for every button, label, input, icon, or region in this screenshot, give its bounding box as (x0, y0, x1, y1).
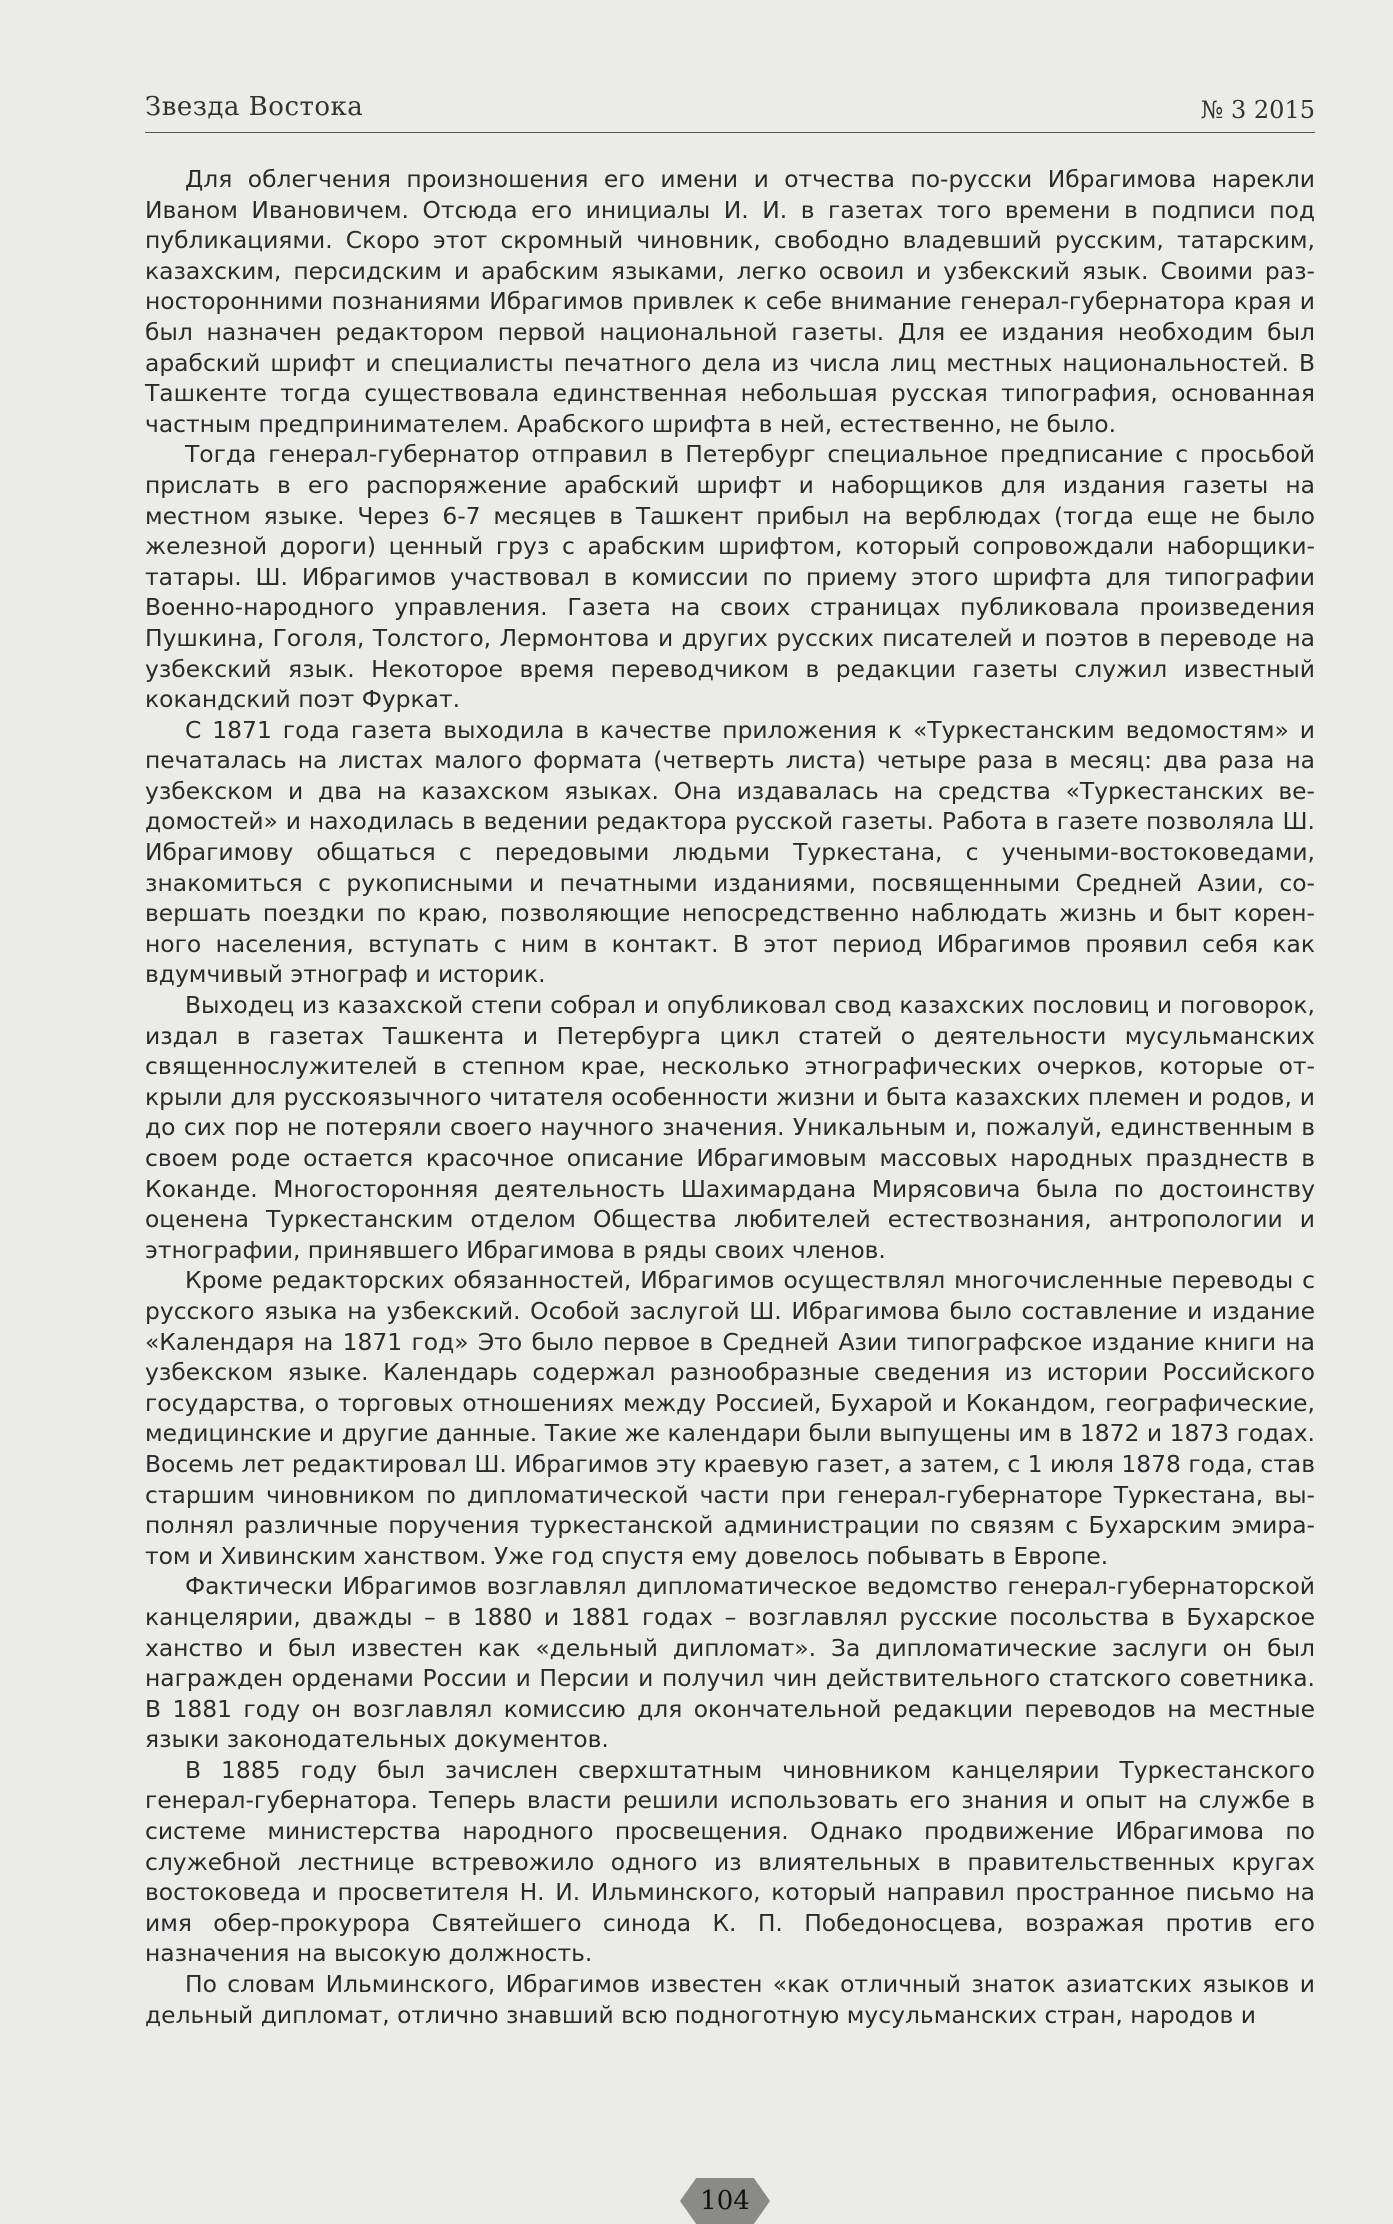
paragraph: В 1885 году был зачислен сверхштатным чиновником канцелярии Туркестанского генерал-губернатора. Теперь власти решили использовать его знания и опыт на службе в системе министерства народного просвещения. Однако продвижение Ибрагимова по служебной лестнице встревожило одного из влиятельных в правительственных кругах востоковеда и просветителя Н. И. Ильминского, который направил пространное письмо на имя обер-прокурора Святейшего синода К. П. Победоносцева, возражая против его назначения на высокую должность. (145, 1755, 1315, 1968)
paragraph: Тогда генерал-губернатор отправил в Петербург специальное предписание с просьбой прислать в его распоряжение арабский шрифт и наборщиков для издания газеты на местном языке. Через 6-7 месяцев в Ташкент прибыл на верблюдах (тогда еще не было железной дороги) ценный груз с арабским шрифтом, который сопровождали наборщики-татары. Ш. Ибрагимов участвовал в комиссии по приему этого шрифта для типографии Военно-народного управления. Газета на своих страницах публиковала произведения Пушкина, Гоголя, Толстого, Лермонтова и других русских писателей и поэтов в переводе на узбекский язык. Некоторое время переводчиком в редакции газеты служил известный кокандский поэт Фуркат. (145, 440, 1315, 714)
paragraph: Кроме редакторских обязанностей, Ибрагимов осуществлял многочисленные переводы с русского языка на узбекский. Особой заслугой Ш. Ибрагимова было составление и издание «Календаря на 1871 год» Это было первое в Средней Азии типографское издание книги на узбекском языке. Календарь содержал разнообразные сведения из истории Российского государства, о торговых отношениях между Россией, Бухарой и Кокандом, географические, медицинские и другие данные. Такие же календари были выпущены им в 1872 и 1873 годах. Восемь лет редактировал Ш. Ибрагимов эту краевую газет, а затем, с 1 июля 1878 года, став старшим чиновником по дипломатической части при генерал-губернаторе Туркестана, выполнял различные поручения туркестанской администрации по связям с Бухарским эмиратом и Хивинским ханством. Уже год спустя ему довелось побывать в Европе. (145, 1266, 1315, 1570)
paragraph: С 1871 года газета выходила в качестве приложения к «Туркестанским ведомостям» и печаталась на листах малого формата (четверть листа) четыре раза в месяц: два раза на узбекском и два на казахском языках. Она издавалась на средства «Туркестанских ведомостей» и находилась в ведении редактора русской газеты. Работа в газете позволяла Ш. Ибрагимову общаться с передовыми людьми Туркестана, с учеными-востоковедами, знакомиться с рукописными и печатными изданиями, посвященными Средней Азии, совершать поездки по краю, позволяющие непосредственно наблюдать жизнь и быт коренного населения, вступать с ним в контакт. В этот период Ибрагимов проявил себя как вдумчивый этнограф и историк. (145, 715, 1315, 989)
article-body (145, 164, 1315, 2030)
paragraph: Выходец из казахской степи собрал и опубликовал свод казахских пословиц и поговорок, издал в газетах Ташкента и Петербурга цикл статей о деятельности мусульманских священнослужителей в степном крае, несколько этнографических очерков, которые открыли для русскоязычного читателя особенности жизни и быта казахских племен и родов, и до сих пор не потеряли своего научного значения. Уникальным и, пожалуй, единственным в своем роде остается красочное описание Ибрагимовым массовых народных празднеств в Коканде. Многосторонняя деятельность Шахимардана Мирясовича была по достоинству оценена Туркестанским отделом Общества любителей естествознания, антропологии и этнографии, принявшего Ибрагимова в ряды своих членов. (145, 991, 1315, 1264)
running-header (145, 92, 1315, 133)
paragraph: Фактически Ибрагимов возглавлял дипломатическое ведомство генерал-губернаторской канцелярии, дважды – в 1880 и 1881 годах – возглавлял русские посольства в Бухарское ханство и был известен как «дельный дипломат». За дипломатические заслуги он был награжден орденами России и Персии и получил чин действительного статского советника. В 1881 году он возглавлял комиссию для окончательной редакции переводов на местные языки законодательных документов. (145, 1572, 1315, 1754)
page-number: 104 (700, 2186, 750, 2216)
journal-title: Звезда Востока (145, 92, 364, 122)
paragraph: По словам Ильминского, Ибрагимов известен «как отличный знаток азиатских языков и дельный дипломат, отлично знавший всю подноготную мусульманских стран, народов и (145, 1970, 1315, 2029)
issue-number: № 3 2015 (1200, 96, 1315, 124)
paragraph: Для облегчения произношения его имени и отчества по-русски Ибрагимова нарекли Иваном Ивановичем. Отсюда его инициалы И. И. в газетах того времени в подписи под публикациями. Скоро этот скромный чиновник, свободно владевший русским, татарским, казахским, персидским и арабским языками, легко освоил и узбекский язык. Своими разносторонними познаниями Ибрагимов привлек к себе внимание генерал-губернатора края и был назначен редактором первой национальной газеты. Для ее издания необходим был арабский шрифт и специалисты печатного дела из числа лиц местных национальностей. В Ташкенте тогда существовала единственная небольшая русская типография, основанная частным предпринимателем. Арабского шрифта в ней, естественно, не было. (145, 165, 1315, 438)
